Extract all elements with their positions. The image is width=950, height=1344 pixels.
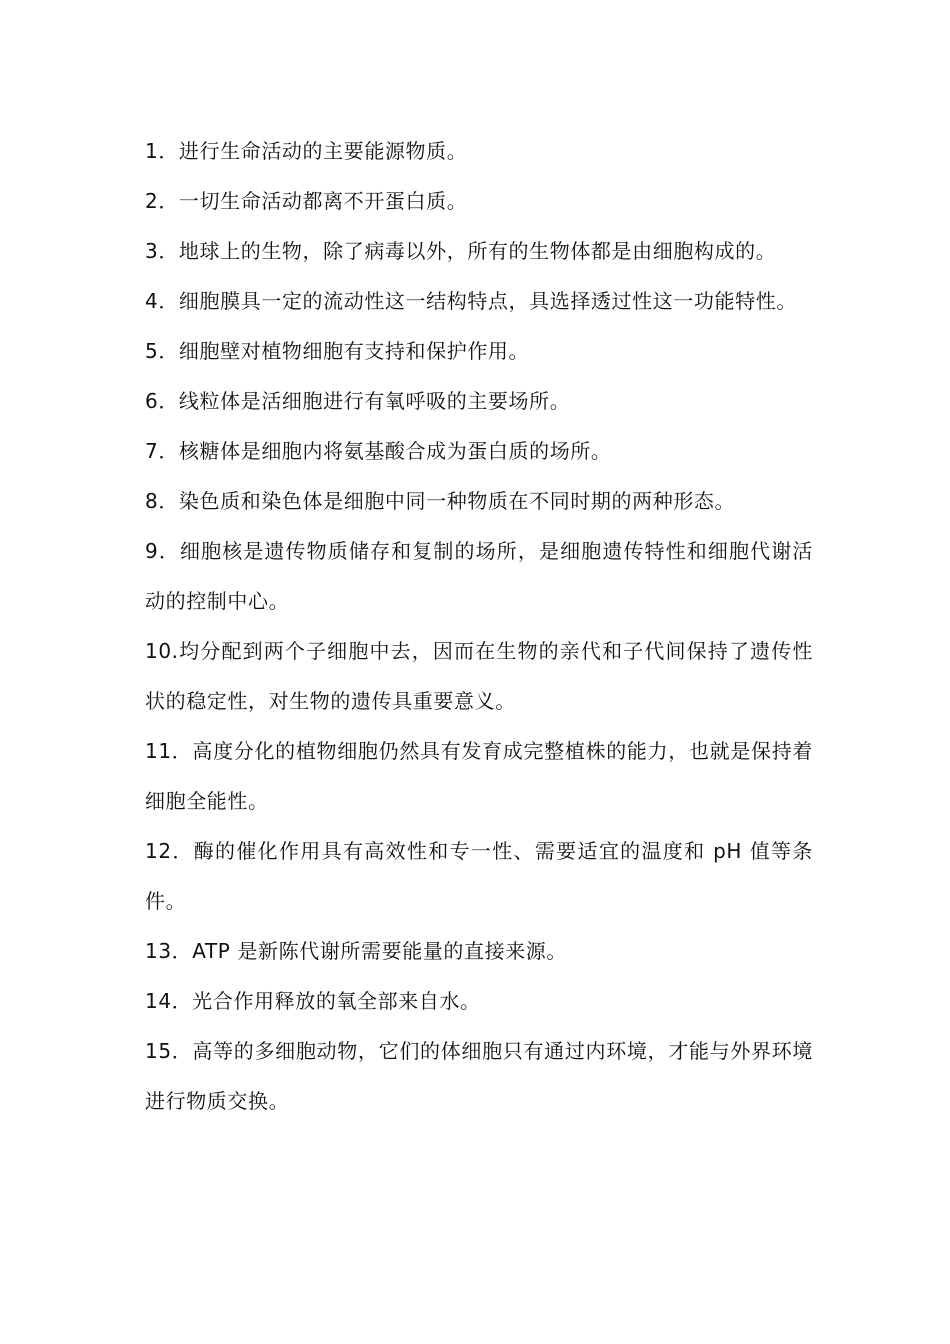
list-item-2: 2．一切生命活动都离不开蛋白质。 [145,189,468,213]
list-item-4: 4．细胞膜具一定的流动性这一结构特点，具选择透过性这一功能特性。 [145,289,797,313]
list-item-11: 11．高度分化的植物细胞仍然具有发育成完整植株的能力，也就是保持着细胞全能性。 [145,739,813,813]
list-item-10: 10.均分配到两个子细胞中去，因而在生物的亲代和子代间保持了遗传性状的稳定性，对生物的遗传具重要意义。 [145,639,813,713]
list-item-5: 5．细胞壁对植物细胞有支持和保护作用。 [145,339,530,363]
list-item-9: 9．细胞核是遗传物质储存和复制的场所，是细胞遗传特性和细胞代谢活动的控制中心。 [145,539,813,613]
list-item-14: 14．光合作用释放的氧全部来自水。 [145,989,481,1013]
list-item-8: 8．染色质和染色体是细胞中同一种物质在不同时期的两种形态。 [145,489,736,513]
list-item-3: 3．地球上的生物，除了病毒以外，所有的生物体都是由细胞构成的。 [145,239,777,263]
list-item-6: 6．线粒体是活细胞进行有氧呼吸的主要场所。 [145,389,571,413]
list-item-12: 12．酶的催化作用具有高效性和专一性、需要适宜的温度和 pH 值等条件。 [145,839,813,913]
document-body [145,126,813,1126]
list-item-1: 1．进行生命活动的主要能源物质。 [145,139,468,163]
list-item-7: 7．核糖体是细胞内将氨基酸合成为蛋白质的场所。 [145,439,612,463]
list-item-13: 13．ATP 是新陈代谢所需要能量的直接来源。 [145,939,568,963]
list-item-15: 15．高等的多细胞动物，它们的体细胞只有通过内环境，才能与外界环境进行物质交换。 [145,1039,813,1113]
